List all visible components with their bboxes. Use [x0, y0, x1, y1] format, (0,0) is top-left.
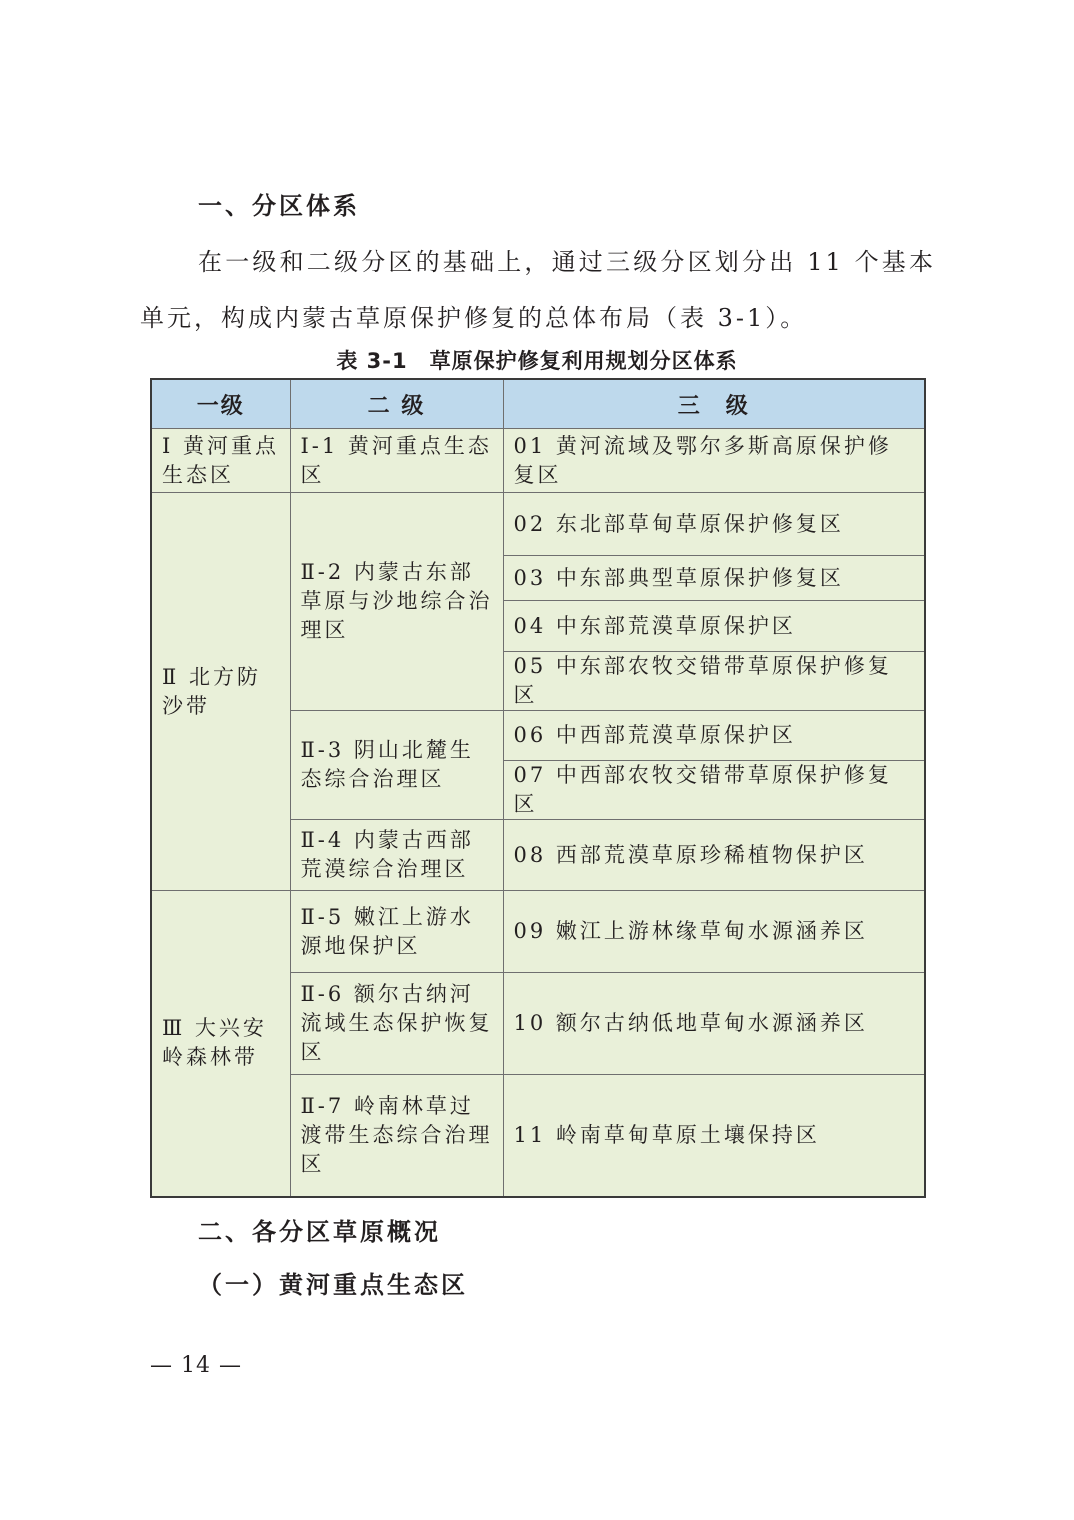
page-number: — 14 — — [150, 1353, 242, 1378]
header-level-3: 三 级 — [503, 379, 925, 429]
level2-cell: Ⅱ-6 额尔古纳河流域生态保护恢复区 — [290, 973, 503, 1075]
table-row — [151, 891, 925, 973]
intro-paragraph: 在一级和二级分区的基础上，通过三级分区划分出 11 个基本单元，构成内蒙古草原保护修复的总体布局（表 3-1）。 — [140, 248, 936, 332]
level2-cell: Ⅱ-5 嫩江上游水源地保护区 — [290, 891, 503, 973]
table-header-row — [151, 379, 925, 429]
level3-cell: 01 黄河流域及鄂尔多斯高原保护修复区 — [503, 429, 925, 493]
level3-cell: 08 西部荒漠草原珍稀植物保护区 — [503, 820, 925, 891]
level2-cell: Ⅱ-3 阴山北麓生态综合治理区 — [290, 711, 503, 820]
level1-cell: Ⅲ 大兴安岭森林带 — [151, 891, 290, 1197]
header-level-2: 二 级 — [290, 379, 503, 429]
level3-cell: 05 中东部农牧交错带草原保护修复区 — [503, 652, 925, 711]
subsection-heading-yellow-river: （一）黄河重点生态区 — [198, 1270, 468, 1299]
header-level-1: 一级 — [151, 379, 290, 429]
level2-cell: Ⅰ-1 黄河重点生态区 — [290, 429, 503, 493]
level3-cell: 09 嫩江上游林缘草甸水源涵养区 — [503, 891, 925, 973]
level1-cell: Ⅱ 北方防沙带 — [151, 493, 290, 891]
level2-cell: Ⅱ-2 内蒙古东部草原与沙地综合治理区 — [290, 493, 503, 711]
table-row — [151, 429, 925, 493]
level3-cell: 02 东北部草甸草原保护修复区 — [503, 493, 925, 556]
section-heading-zoning-system: 一、分区体系 — [198, 192, 360, 220]
zoning-table — [150, 378, 926, 1198]
level3-cell: 06 中西部荒漠草原保护区 — [503, 711, 925, 761]
level2-cell: Ⅱ-4 内蒙古西部荒漠综合治理区 — [290, 820, 503, 891]
table-row — [151, 493, 925, 556]
section-heading-zone-overview: 二、各分区草原概况 — [198, 1218, 441, 1246]
level3-cell: 10 额尔古纳低地草甸水源涵养区 — [503, 973, 925, 1075]
level1-cell: Ⅰ 黄河重点生态区 — [151, 429, 290, 493]
level3-cell: 11 岭南草甸草原土壤保持区 — [503, 1075, 925, 1197]
level3-cell: 03 中东部典型草原保护修复区 — [503, 556, 925, 601]
level3-cell: 04 中东部荒漠草原保护区 — [503, 601, 925, 652]
level2-cell: Ⅱ-7 岭南林草过渡带生态综合治理区 — [290, 1075, 503, 1197]
table-caption: 表 3-1 草原保护修复利用规划分区体系 — [336, 349, 738, 373]
level3-cell: 07 中西部农牧交错带草原保护修复区 — [503, 761, 925, 820]
